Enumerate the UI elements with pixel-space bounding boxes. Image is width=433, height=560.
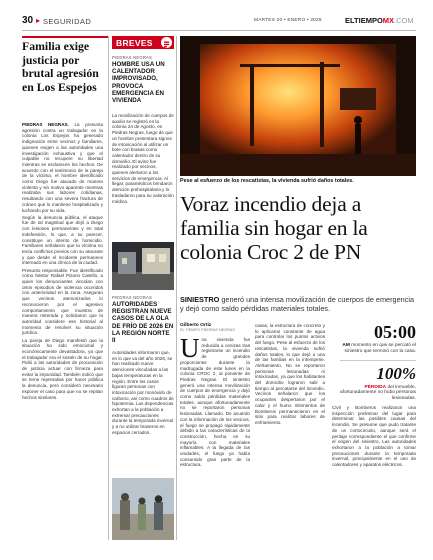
breve-2-headline: AUTORIDADES REGISTRAN NUEVE CASOS DE LA OLA DE FRÍO DE 2026 EN LA REGIÓN NORTE II [112,301,174,345]
main-col-2: casas, la estructura de concreto y lo aplicaron constante de agua para controlar los puntos activos del fuego. Pese al esfuerzo de los rescatistas, la vivienda sufrió daños totales, lo que dejó a una de las familias en la intemperie. Alertamiento. No se reportaron personas lesionadas ni intoxicadas, ya que los habitantes del domicilio lograron salir a tiempo al percatarse del incendio. Vecinos señalaron que los ocupantes despertaron por el calor y el humo. Elementos de Bomberos permanecieron en el sitio para realizar labores de enfriamiento. [255,323,325,425]
stat-percent-text: PÉRDIDA del inmueble, afortunadamente no hubo personas lesionadas. [339,384,416,402]
main-deck [180,296,416,313]
breves-banner [112,36,174,49]
stats-sidebar [330,323,416,402]
dropcap: U [180,337,200,363]
column-divider-left [108,36,109,540]
breve-2-body: Autoridades informaron que, en lo que va del año 2026, se han realizado nueve atenciones vinculadas a las bajas temperaturas en la región. Entre los casos figuran personas con intoxicación por monóxido de carbono, así como cuadros de hipotermia. Las dependencias exhortan a la población a extremar precauciones durante la temporada invernal y a no utilizar braseros en espacios cerrados. [112,350,174,435]
left-story-paragraph-4: La pareja de Diego manifestó que la situación ha sido emocional y económicamente devastadora, ya que el trabajador era el sostén de su hogar. Pidió a las autoridades de procuración de justicia actuar con firmeza para evitar la impunidad. También indicó que se teme represalias por hacer pública la denuncia, pero consideró necesario exponer el caso para que no se repitan hechos similares. [22,337,103,400]
left-story-location: PIEDRAS NEGRAS. [22,122,69,127]
deck-text: generó una intensa movilización de cuerpos de emergencia y dejó como saldo pérdidas materiales totales. [180,295,415,313]
page-number: 30 [22,15,34,26]
left-headline-rule [22,36,108,38]
byline-outlet: EL TIEMPO PIEDRAS NEGRAS [180,328,235,332]
breves-logo-icon [161,37,172,48]
left-story-headline: Familia exige justicia por brutal agresión en Los Espejos [22,39,99,94]
section-label: SEGURIDAD [43,16,92,26]
left-story-body: PIEDRAS NEGRAS. La presunta agresión contra un trabajador en la colonia Los Espejos ha generado indignación entre vecinos y familiares, quienes exigen a las autoridades una investigación exhaustiva y que el culpable no recupere su libertad mientras se esclarecen los hechos. De acuerdo con el testimonio de la pareja de la víctima, el hombre identificado como Diego fue atacado de manera violenta y sin motivo aparente mientras realizaba sus labores cotidianas, resultando con una severa fractura de cráneo que lo mantiene hospitalizado y luchando por su vida. Según la denuncia pública, el ataque fue de tal magnitud que dejó a Diego con lesiones permanentes y en total indefensión, lo que, a su parecer, constituye un intento de homicidio. Familiares señalaron que la víctima no tenía conflictos previos con su atacante y que desde el incidente permanece internado en una clínica de la ciudad. Presunto responsable. Fue identificado como Néstor Rafael Pizano Castillo, a quien los denunciantes vinculan con otros episodios de violencia ocurridos con anterioridad en la zona. Aseguran que vecinos atemorizados lo reconocieron por el agresivo comportamiento que muestra de manera reiterada y solicitaron que la autoridad considere ese historial al momento de resolver su situación jurídica. La pareja de Diego manifestó que la situación ha sido emocional y económicamente devastadora, ya que el trabajador era el sostén de su hogar. Pidió a las autoridades de procuración de justicia actuar con firmeza para evitar la impunidad. También indicó que se teme represalias por hacer pública la denuncia, pero consideró necesario exponer el caso para que no se repitan hechos similares. [22,122,103,400]
brand-logo: ELTIEMPOMX.COM [345,16,414,25]
fire-photo [180,36,416,176]
page-header [22,15,416,27]
byline [180,323,250,332]
photo-caption: Pese al esfuerzo de los rescatistas, la vivienda sufrió daños totales. [180,178,354,184]
main-headline: Voraz incendio deja a familia sin hogar en la colonia Croc 2 de PN [180,192,368,264]
stat-percent: 100% [376,363,416,383]
main-col-3: Civil y Bomberos realizaron una inspección preliminar del lugar para determinar las posibles causas del incendio. Se presume que pudo tratarse de un cortocircuito, aunque será el peritaje correspondiente el que confirme el origen del siniestro. Las autoridades exhortaron a la población a tomar precauciones durante la temporada invernal, principalmente en el uso de calentadores y aparatos eléctricos. [332,405,416,468]
breve-1-photo [112,242,174,290]
issue-date: MARTES 20 • ENERO • 2026 [254,18,322,23]
left-story-paragraph-3: Presunto responsable. Fue identificado como Néstor Rafael Pizano Castillo, a quien los denunciantes vinculan con otros episodios de violencia ocurridos con anterioridad en la zona. Aseguran que vecinos atemorizados lo reconocieron por el agresivo comportamiento que muestra de manera reiterada y solicitaron que la autoridad considere ese historial al momento de resolver su situación jurídica. [22,267,103,336]
breve-1-body: La movilización de cuerpos de auxilio se registró en la colonia 24 de Agosto, en Piedras Negras, luego de que un hombre presentara signos de intoxicación al utilizar un bote con brasas como calentador dentro de su domicilio. El aviso fue realizado por vecinos, quienes alertaron a los servicios de emergencia. Al llegar, paramédicos brindaron atención prehospitalaria y lo trasladaron para su valoración médica. [112,113,174,204]
header-divider [22,30,416,31]
main-col-1: U na vivienda fue reducida a cenizas tras registrarse un incendio de grandes proporciones durante la madrugada de este lunes en la colonia CROC 2, al poniente de Piedras Negras. El siniestro generó una intensa movilización de cuerpos de emergencia y dejó como saldo pérdidas materiales totales, aunque afortunadamente no se reportaron personas lesionadas. Llamado. De acuerdo con la información de los vecinos, el fuego se propagó rápidamente debido a las características de la construcción, hecha en su mayoría con materiales inflamables. A la llegada de las unidades, el fuego ya había consumido gran parte de la estructura. [180,337,250,468]
column-divider-breves [176,36,177,540]
breves-title: BREVES [116,38,153,48]
section-arrow-icon: ▸ [36,16,41,25]
breve-1-headline: HOMBRE USA UN CALENTADOR IMPROVISADO, PROVOCA EMERGENCIA EN VIVIENDA [112,61,165,105]
breve-1-kicker: PIEDRAS NEGRAS [112,55,153,60]
breve-item-1 [112,55,174,104]
breve-2-photo [112,478,174,540]
deck-location: SINIESTRO [180,295,220,304]
breve-2-kicker: PIEDRAS NEGRAS [112,295,153,300]
stat-time-text: AM momento en que se percató el siniestro que terminó con la casa. [342,343,416,354]
left-story-paragraph-2: Según la denuncia pública, el ataque fue de tal magnitud que dejó a Diego con lesiones permanentes y en total indefensión, lo que, a su parecer, constituye un intento de homicidio. Familiares señalaron que la víctima no tenía conflictos previos con su atacante y que desde el incidente permanece internado en una clínica de la ciudad. [22,214,103,266]
breve-item-2 [112,295,174,344]
byline-name: Gilberto Ortiz [180,323,212,328]
stat-time: 05:00 [374,322,416,342]
